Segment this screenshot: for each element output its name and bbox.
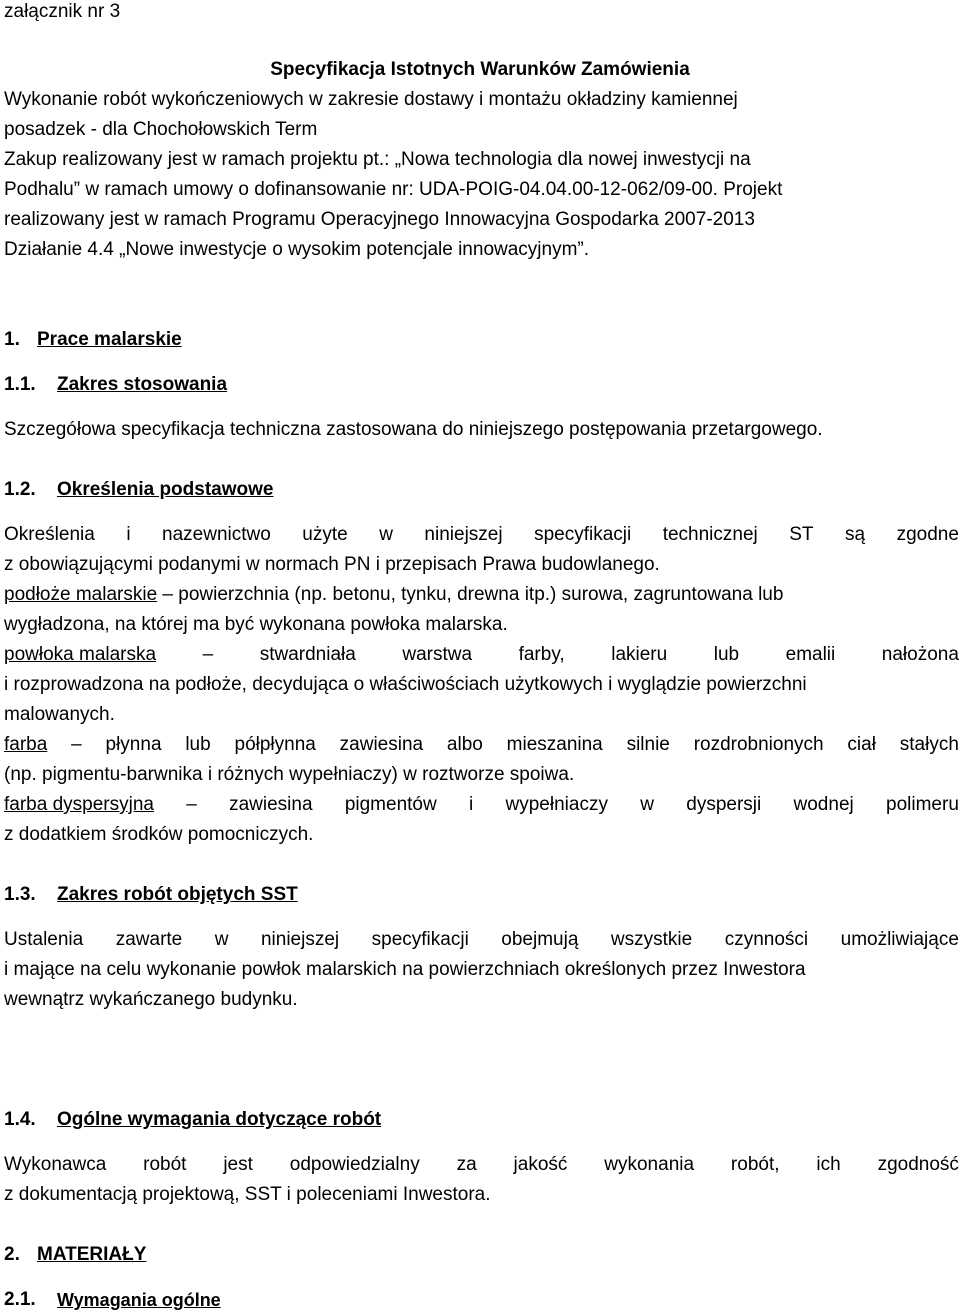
section-1-2-heading [4, 475, 274, 505]
section-2-1-number: 2.1. [4, 1289, 36, 1310]
word: czynności [724, 929, 809, 950]
word: nałożona [881, 644, 959, 665]
word: lub [185, 734, 211, 755]
word: zawiesina [229, 794, 313, 815]
word: Określenia [4, 524, 95, 545]
word: użyte [302, 524, 348, 545]
word: w [214, 929, 229, 950]
definition-podloze-line-2: wygładzona, na której ma być wykonana powłoka malarska. [4, 614, 508, 635]
document-title: Specyfikacja Istotnych Warunków Zamówienia [270, 59, 690, 80]
word: emalii [785, 644, 836, 665]
word: lakieru [611, 644, 668, 665]
section-2-title: MATERIAŁY [37, 1244, 147, 1265]
definition-term: farba [4, 734, 48, 755]
definition-term: powłoka malarska [4, 644, 157, 665]
word: – [186, 794, 197, 815]
section-1-3-title: Zakres robót objętych SST [57, 884, 298, 905]
intro-line-1: Wykonanie robót wykończeniowych w zakresie dostawy i montażu okładziny kamiennej [4, 89, 738, 110]
word: płynna [105, 734, 162, 755]
word: jest [223, 1154, 253, 1175]
word: dyspersji [686, 794, 762, 815]
section-1-4-number: 1.4. [4, 1109, 36, 1130]
word: i [469, 794, 474, 815]
section-1-2-p1-line-2: z obowiązującymi podanymi w normach PN i przepisach Prawa budowlanego. [4, 554, 660, 575]
section-1-1-heading [4, 370, 228, 400]
word: i [126, 524, 131, 545]
annex-label: załącznik nr 3 [4, 1, 121, 22]
word: niniejszej [424, 524, 503, 545]
word: ST [789, 524, 814, 545]
intro-line-3: Zakup realizowany jest w ramach projektu pt.: „Nowa technologia dla nowej inwestycji na [4, 149, 751, 170]
word: warstwa [402, 644, 473, 665]
word: specyfikacji [371, 929, 469, 950]
section-1-2-title: Określenia podstawowe [57, 479, 274, 500]
word: rozdrobnionych [693, 734, 824, 755]
word: niniejszej [260, 929, 340, 950]
word: wszystkie [610, 929, 693, 950]
section-1-3-line-3: wewnątrz wykańczanego budynku. [4, 989, 298, 1010]
section-1-4-heading [4, 1105, 382, 1135]
word: wykonania [604, 1154, 695, 1175]
word: ich [816, 1154, 841, 1175]
section-2-heading [4, 1240, 147, 1270]
definition-farba-line-2: (np. pigmentu-barwnika i różnych wypełniaczy) w roztworze spoiwa. [4, 764, 575, 785]
word: obejmują [501, 929, 579, 950]
word: zgodność [877, 1154, 959, 1175]
word: technicznej [662, 524, 758, 545]
section-1-1-title: Zakres stosowania [57, 374, 228, 395]
intro-line-4: Podhalu” w ramach umowy o dofinansowanie nr: UDA-POIG-04.04.00-12-062/09-00. Projekt [4, 179, 783, 200]
word: – [71, 734, 82, 755]
word: w [640, 794, 654, 815]
word: za [456, 1154, 477, 1175]
word: jakość [513, 1154, 568, 1175]
definition-podloze-line-1 [4, 580, 783, 610]
word: ciał [847, 734, 876, 755]
section-1-title: Prace malarskie [37, 329, 182, 350]
section-1-2-p1-line-1 [4, 520, 959, 550]
word: mieszanina [506, 734, 603, 755]
section-1-3-number: 1.3. [4, 884, 36, 905]
section-1-1-text: Szczegółowa specyfikacja techniczna zastosowana do niniejszego postępowania przetargowego. [4, 419, 823, 440]
word: w [379, 524, 393, 545]
word: wodnej [793, 794, 854, 815]
word: lub [713, 644, 740, 665]
section-1-4-line-1 [4, 1150, 959, 1180]
word: odpowiedzialny [289, 1154, 420, 1175]
section-1-3-line-2: i mające na celu wykonanie powłok malarskich na powierzchniach określonych przez Inwestora [4, 959, 806, 980]
word: umożliwiające [840, 929, 959, 950]
word: – [202, 644, 214, 665]
word: pigmentów [344, 794, 437, 815]
section-2-1-title: Wymagania ogólne [57, 1290, 221, 1310]
word: stałych [899, 734, 959, 755]
definition-farba-line-1 [4, 730, 959, 760]
definition-text: – powierzchnia (np. betonu, tynku, drewna itp.) surowa, zagruntowana lub [157, 584, 784, 605]
word: robót, [730, 1154, 780, 1175]
section-1-2-number: 1.2. [4, 479, 36, 500]
intro-line-5: realizowany jest w ramach Programu Operacyjnego Innowacyjna Gospodarka 2007-2013 [4, 209, 755, 230]
word: silnie [626, 734, 670, 755]
word: polimeru [886, 794, 959, 815]
word: zawarte [115, 929, 183, 950]
word: zawiesina [339, 734, 424, 755]
word: Wykonawca [4, 1154, 107, 1175]
word: robót [143, 1154, 187, 1175]
definition-powloka-line-2: i rozprowadzona na podłoże, decydująca o właściwościach użytkowych i wyglądzie powierzchni [4, 674, 807, 695]
section-2-number: 2. [4, 1244, 20, 1265]
word: są [845, 524, 866, 545]
section-1-heading [4, 325, 182, 355]
word: stwardniała [259, 644, 356, 665]
definition-powloka-line-3: malowanych. [4, 704, 115, 725]
section-1-4-title: Ogólne wymagania dotyczące robót [57, 1109, 382, 1130]
word: nazewnictwo [162, 524, 271, 545]
word: półpłynna [234, 734, 316, 755]
section-1-4-line-2: z dokumentacją projektową, SST i poleceniami Inwestora. [4, 1184, 491, 1205]
definition-term: farba dyspersyjna [4, 794, 154, 815]
definition-powloka-line-1 [4, 640, 959, 670]
section-1-1-number: 1.1. [4, 374, 36, 395]
intro-line-6: Działanie 4.4 „Nowe inwestycje o wysokim potencjale innowacyjnym”. [4, 239, 590, 260]
word: wypełniaczy [505, 794, 608, 815]
word: zgodne [896, 524, 959, 545]
section-1-3-line-1 [4, 925, 959, 955]
section-1-3-heading [4, 880, 298, 910]
section-2-1-heading [4, 1285, 221, 1315]
word: Ustalenia [4, 929, 84, 950]
word: albo [446, 734, 483, 755]
definition-term: podłoże malarskie [4, 584, 158, 605]
intro-line-2: posadzek - dla Chochołowskich Term [4, 119, 318, 140]
definition-farba-dyspersyjna-line-1 [4, 790, 959, 820]
word: farby, [518, 644, 565, 665]
definition-farba-dyspersyjna-line-2: z dodatkiem środków pomocniczych. [4, 824, 314, 845]
word: specyfikacji [534, 524, 632, 545]
section-1-number: 1. [4, 329, 20, 350]
